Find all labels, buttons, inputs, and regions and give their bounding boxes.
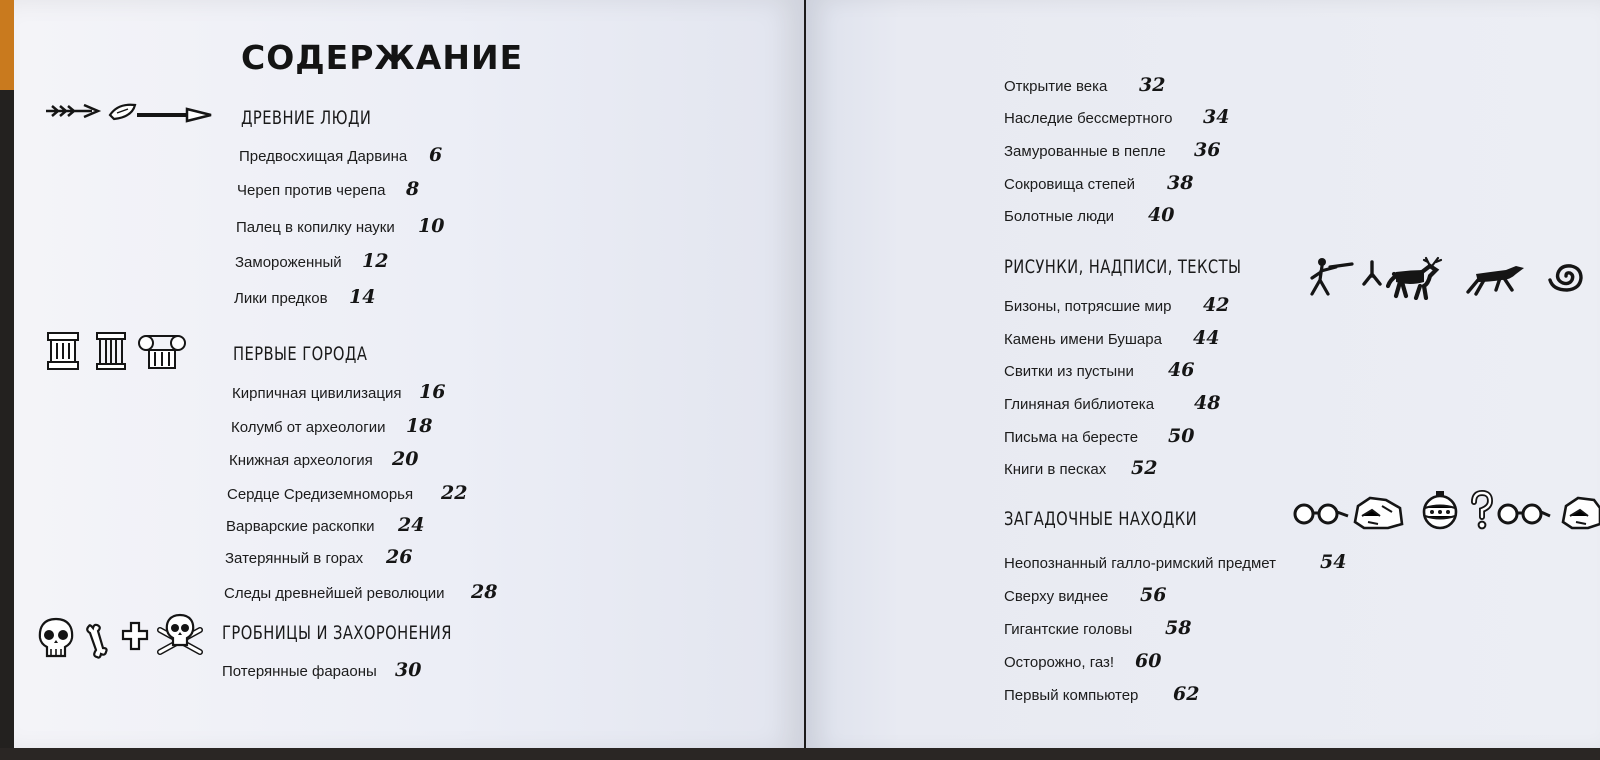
- toc-entry[interactable]: Замороженный: [235, 254, 342, 271]
- deer-icon: [1386, 256, 1446, 300]
- spear-icon: [135, 106, 215, 124]
- page-number: 30: [395, 659, 422, 681]
- page-number: 28: [471, 581, 498, 603]
- toc-entry[interactable]: Открытие века: [1004, 78, 1108, 95]
- section-title: ГРОБНИЦЫ И ЗАХОРОНЕНИЯ: [222, 622, 452, 644]
- page-number: 32: [1139, 74, 1166, 96]
- page-number: 48: [1194, 392, 1221, 414]
- page-number: 22: [441, 482, 468, 504]
- toc-entry[interactable]: Гигантские головы: [1004, 621, 1133, 638]
- section-title: ДРЕВНИЕ ЛЮДИ: [241, 107, 372, 129]
- toc-entry[interactable]: Сердце Средиземноморья: [227, 486, 414, 503]
- page-number: 58: [1165, 617, 1192, 639]
- page-number: 12: [362, 250, 389, 272]
- section-title: РИСУНКИ, НАДПИСИ, ТЕКСТЫ: [1004, 256, 1242, 278]
- toc-entry[interactable]: Письма на бересте: [1004, 429, 1139, 446]
- page-number: 6: [429, 144, 443, 166]
- toc-entry[interactable]: Потерянные фараоны: [222, 663, 377, 680]
- book-bottom-edge: [0, 748, 1600, 760]
- page-number: 60: [1135, 650, 1162, 672]
- bone-icon: [82, 622, 114, 660]
- toc-entry[interactable]: Бизоны, потрясшие мир: [1004, 298, 1172, 315]
- page-number: 42: [1203, 294, 1230, 316]
- skull-icon: [36, 616, 76, 660]
- toc-entry[interactable]: Неопознанный галло-римский предмет: [1004, 555, 1276, 572]
- stone-tool-icon: [108, 101, 138, 121]
- cross-icon: [120, 620, 150, 652]
- toc-entry[interactable]: Палец в копилку науки: [236, 219, 395, 236]
- column-icon: [95, 331, 127, 371]
- page-number: 34: [1203, 106, 1230, 128]
- spiral-icon: [1544, 258, 1588, 294]
- toc-entry[interactable]: Колумб от археологии: [231, 419, 386, 436]
- page-number: 44: [1193, 327, 1220, 349]
- toc-entry[interactable]: Книжная археология: [229, 452, 373, 469]
- toc-entry[interactable]: Лики предков: [234, 290, 328, 307]
- toc-entry[interactable]: Варварские раскопки: [226, 518, 375, 535]
- page-number: 52: [1131, 457, 1158, 479]
- toc-entry[interactable]: Сверху виднее: [1004, 588, 1109, 605]
- ornament-ball-icon: [1420, 488, 1460, 532]
- running-animal-icon: [1466, 260, 1528, 298]
- toc-entry[interactable]: Замурованные в пепле: [1004, 143, 1166, 160]
- toc-entry[interactable]: Наследие бессмертного: [1004, 110, 1173, 127]
- section-title: ПЕРВЫЕ ГОРОДА: [233, 343, 368, 365]
- page-number: 16: [419, 381, 446, 403]
- glasses-icon: [1496, 500, 1552, 528]
- toc-entry[interactable]: Осторожно, газ!: [1004, 654, 1115, 671]
- toc-entry[interactable]: Первый компьютер: [1004, 687, 1139, 704]
- toc-entry[interactable]: Камень имени Бушара: [1004, 331, 1162, 348]
- page-number: 26: [386, 546, 413, 568]
- skull-crossbones-icon: [156, 612, 204, 660]
- page-number: 10: [418, 215, 445, 237]
- section-title: ЗАГАДОЧНЫЕ НАХОДКИ: [1004, 508, 1198, 530]
- page-number: 18: [406, 415, 433, 437]
- toc-entry[interactable]: Книги в песках: [1004, 461, 1107, 478]
- question-mark-icon: [1470, 490, 1494, 530]
- page-number: 38: [1167, 172, 1194, 194]
- toc-entry[interactable]: Следы древнейшей революции: [224, 585, 445, 602]
- ionic-capital-icon: [137, 332, 187, 372]
- page-number: 14: [349, 286, 376, 308]
- toc-entry[interactable]: Предвосхищая Дарвина: [239, 148, 408, 165]
- glasses-icon: [1292, 500, 1350, 528]
- column-capital-icon: [46, 331, 80, 371]
- page-number: 20: [392, 448, 419, 470]
- hunter-icon: [1306, 254, 1356, 300]
- page-title: СОДЕРЖАНИЕ: [241, 38, 524, 77]
- toc-entry[interactable]: Затерянный в горах: [225, 550, 364, 567]
- arrow-icon: [44, 102, 106, 120]
- toc-entry[interactable]: Череп против черепа: [237, 182, 386, 199]
- page-number: 36: [1194, 139, 1221, 161]
- rock-icon: [1352, 494, 1404, 530]
- toc-entry[interactable]: Болотные люди: [1004, 208, 1115, 225]
- page-number: 8: [406, 178, 420, 200]
- toc-entry[interactable]: Кирпичная цивилизация: [232, 385, 402, 402]
- page-number: 24: [398, 514, 425, 536]
- page-number: 40: [1148, 204, 1175, 226]
- toc-entry[interactable]: Свитки из пустыни: [1004, 363, 1134, 380]
- toc-entry[interactable]: Сокровища степей: [1004, 176, 1136, 193]
- rock-icon: [1560, 494, 1600, 530]
- page-number: 56: [1140, 584, 1167, 606]
- page-number: 46: [1168, 359, 1195, 381]
- page-number: 50: [1168, 425, 1195, 447]
- toc-entry[interactable]: Глиняная библиотека: [1004, 396, 1155, 413]
- page-number: 54: [1320, 551, 1347, 573]
- symbol-icon: [1360, 258, 1384, 288]
- page-number: 62: [1173, 683, 1200, 705]
